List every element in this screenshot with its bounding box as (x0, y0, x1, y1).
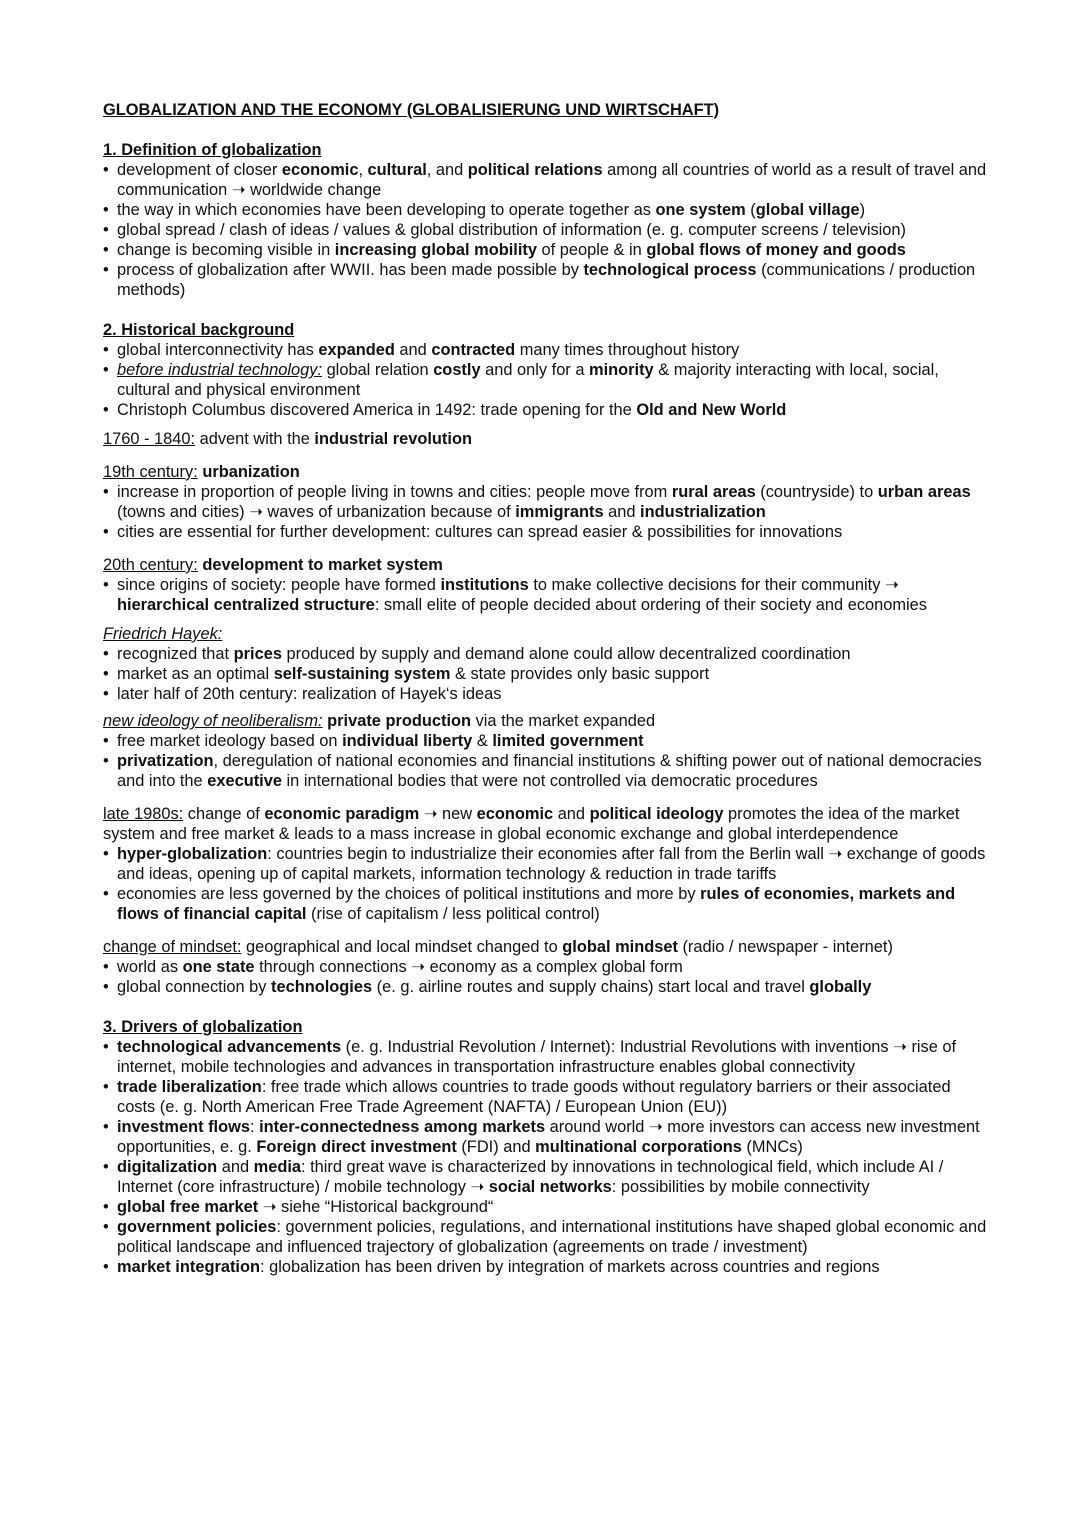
bold-term: market integration (117, 1258, 260, 1276)
bold-term: executive (207, 772, 282, 790)
text-run: cities are essential for further development: cultures can spread easier & possibilities for innovations (117, 523, 843, 541)
spacer (103, 420, 993, 429)
text-run: : countries begin to industrialize their economies after fall from the Berlin wall ➝ exchange of goods and ideas, opening up of capital markets, information technology & reduction in trade tariffs (117, 845, 986, 883)
bold-term: contracted (431, 341, 516, 359)
list-item (103, 1157, 993, 1197)
list-item (103, 684, 993, 704)
bold-term: minority (589, 361, 654, 379)
text-run: among all countries of world as a result of travel and communication ➝ worldwide change (117, 161, 987, 199)
text-run: , (358, 161, 368, 179)
list-item (103, 644, 993, 664)
bold-term: technologies (271, 978, 373, 996)
bold-term: economic paradigm (264, 805, 420, 823)
bold-term: technological process (583, 261, 757, 279)
bold-term: self-sustaining system (273, 665, 451, 683)
text-run: : (249, 1118, 260, 1136)
text-run: change is becoming visible in (117, 241, 335, 259)
bold-term: multinational corporations (535, 1138, 742, 1156)
text-run: (towns and cities) ➝ waves of urbanization because of (117, 503, 516, 521)
section-heading: 1. Definition of globalization (103, 141, 322, 159)
label-text: Friedrich Hayek: (103, 625, 223, 643)
bold-term: investment flows (117, 1118, 250, 1136)
bold-term: global flows of money and goods (646, 241, 906, 259)
list-item (103, 400, 993, 420)
list-item (103, 340, 993, 360)
text-run: & majority interacting with local, social, cultural and physical environment (117, 361, 939, 399)
document-page (103, 100, 993, 1277)
bold-term: trade liberalization (117, 1078, 262, 1096)
list-item (103, 482, 993, 522)
bullet-list (103, 575, 993, 615)
text-run: around world ➝ more investors can access new investment opportunities, e. g. (117, 1118, 980, 1156)
bold-term: economic (281, 161, 359, 179)
list-item (103, 1217, 993, 1257)
text-run: and (217, 1158, 254, 1176)
list-item (103, 731, 993, 751)
text-run: global spread / clash of ideas / values & global distribution of information (e. g. computer screens / television) (117, 221, 906, 239)
list-item (103, 844, 993, 884)
text-run: produced by supply and demand alone could allow decentralized coordination (281, 645, 851, 663)
spacer (103, 791, 993, 804)
spacer (103, 704, 993, 711)
text-run: (e. g. Industrial Revolution / Internet): Industrial Revolutions with inventions ➝ rise of internet, mobile technologies and advances in transportation infrastructure enables global connectivity (117, 1038, 957, 1076)
text-run: global relation (322, 361, 434, 379)
bullet-list (103, 1037, 993, 1277)
text-run: to make collective decisions for their community ➝ (528, 576, 899, 594)
text-run: free market ideology based on (117, 732, 343, 750)
bold-term: urbanization (202, 463, 300, 481)
spacer (103, 542, 993, 555)
label-text: change of mindset: (103, 938, 242, 956)
text-run: advent with the (195, 430, 315, 448)
bold-term: individual liberty (342, 732, 473, 750)
list-item (103, 664, 993, 684)
document-title: GLOBALIZATION AND THE ECONOMY (GLOBALISIERUNG UND WIRTSCHAFT) (103, 101, 720, 119)
bold-term: immigrants (515, 503, 604, 521)
bold-term: political ideology (589, 805, 724, 823)
bold-term: privatization (117, 752, 214, 770)
bullet-list (103, 340, 993, 420)
document-sections (103, 140, 993, 1277)
text-run: geographical and local mindset changed to (241, 938, 563, 956)
bold-term: digitalization (117, 1158, 218, 1176)
bullet-list (103, 160, 993, 300)
list-item (103, 575, 993, 615)
section-spacer (103, 997, 993, 1017)
bold-term: hierarchical centralized structure (117, 596, 375, 614)
list-item (103, 1117, 993, 1157)
text-run: economies are less governed by the choices of political institutions and more by (117, 885, 701, 903)
text-run: (radio / newspaper - internet) (677, 938, 893, 956)
list-item (103, 884, 993, 924)
bullet-list (103, 957, 993, 997)
bold-term: one state (182, 958, 255, 976)
paragraph (103, 462, 993, 482)
bold-term: institutions (440, 576, 529, 594)
text-run: later half of 20th century: realization of Hayek‘s ideas (117, 685, 502, 703)
list-item (103, 160, 993, 200)
label-text: 1760 - 1840: (103, 430, 196, 448)
list-item (103, 220, 993, 240)
text-run: (FDI) and (456, 1138, 536, 1156)
spacer (103, 924, 993, 937)
bold-term: economic (476, 805, 554, 823)
text-run: Christoph Columbus discovered America in 1492: trade opening for the (117, 401, 637, 419)
text-run: : free trade which allows countries to trade goods without regulatory barriers or their associated costs (e. g. North American Free Trade Agreement (NAFTA) / European Union (EU)) (117, 1078, 951, 1116)
list-item (103, 1257, 993, 1277)
text-run: : possibilities by mobile connectivity (611, 1178, 870, 1196)
bold-term: one system (655, 201, 746, 219)
text-run: : globalization has been driven by integration of markets across countries and regions (260, 1258, 880, 1276)
list-item (103, 1197, 993, 1217)
list-item (103, 240, 993, 260)
text-run: (e. g. airline routes and supply chains) start local and travel (372, 978, 810, 996)
bold-term: increasing global mobility (334, 241, 537, 259)
list-item (103, 957, 993, 977)
text-run: (MNCs) (741, 1138, 803, 1156)
bold-term: global mindset (562, 938, 678, 956)
bold-term: prices (233, 645, 282, 663)
paragraph (103, 555, 993, 575)
text-run: (countryside) to (755, 483, 878, 501)
text-run: through connections ➝ economy as a complex global form (254, 958, 683, 976)
text-run: global connection by (117, 978, 271, 996)
bold-term: development to market system (202, 556, 443, 574)
list-item (103, 1077, 993, 1117)
bold-term: costly (433, 361, 481, 379)
bold-term: hyper-globalization (117, 845, 268, 863)
text-run: increase in proportion of people living in towns and cities: people move from (117, 483, 672, 501)
text-run: via the market expanded (471, 712, 656, 730)
label-text: before industrial technology: (117, 361, 323, 379)
text-run: recognized that (117, 645, 234, 663)
bullet-list (103, 482, 993, 542)
bold-term: global free market (117, 1198, 259, 1216)
section-heading: 2. Historical background (103, 321, 295, 339)
text-run: (communications / production methods) (117, 261, 976, 299)
bold-term: limited government (492, 732, 644, 750)
paragraph (103, 804, 993, 844)
bullet-list (103, 644, 993, 704)
bold-term: political relations (467, 161, 603, 179)
text-run: in international bodies that were not controlled via democratic procedures (281, 772, 818, 790)
text-run: development of closer (117, 161, 282, 179)
list-item (103, 751, 993, 791)
text-run: and (553, 805, 590, 823)
text-run: since origins of society: people have formed (117, 576, 441, 594)
list-item (103, 260, 993, 300)
bold-term: global village (755, 201, 860, 219)
label-text: 19th century: (103, 463, 198, 481)
text-run: : government policies, regulations, and international institutions have shaped global economic and political landscape and influenced trajectory of globalization (agreements on trade / investment) (117, 1218, 987, 1256)
bold-term: media (253, 1158, 302, 1176)
text-run: (rise of capitalism / less political control) (306, 905, 600, 923)
text-run: and only for a (480, 361, 589, 379)
bullet-list (103, 844, 993, 924)
bold-term: industrialization (640, 503, 766, 521)
text-run: ) (859, 201, 866, 219)
text-run: & (472, 732, 493, 750)
bold-term: rules of economies, markets and flows of financial capital (117, 885, 956, 923)
list-item (103, 360, 993, 400)
bold-term: private production (327, 712, 472, 730)
text-run: : third great wave is characterized by innovations in technological field, which include AI / Internet (core infrastructure) / mobile technology ➝ (117, 1158, 944, 1196)
list-item (103, 522, 993, 542)
text-run: , and (426, 161, 468, 179)
text-run: global interconnectivity has (117, 341, 319, 359)
text-run: ➝ new (419, 805, 477, 823)
bold-term: inter-connectedness among markets (259, 1118, 546, 1136)
paragraph (103, 711, 993, 731)
list-item (103, 200, 993, 220)
bold-term: government policies (117, 1218, 277, 1236)
bold-term: cultural (367, 161, 427, 179)
bold-term: industrial revolution (314, 430, 472, 448)
text-run: and (394, 341, 432, 359)
bold-term: expanded (318, 341, 395, 359)
bold-term: technological advancements (117, 1038, 342, 1056)
label-text: late 1980s: (103, 805, 184, 823)
list-item (103, 1037, 993, 1077)
text-run: ➝ siehe “Historical background“ (258, 1198, 494, 1216)
text-run: ( (745, 201, 756, 219)
bold-term: urban areas (877, 483, 971, 501)
spacer (103, 449, 993, 462)
text-run: promotes the idea of the market system and free market & leads to a mass increase in global economic exchange and global interdependence (103, 805, 960, 843)
text-run: world as (117, 958, 183, 976)
paragraph (103, 429, 993, 449)
bold-term: rural areas (671, 483, 756, 501)
section-spacer (103, 300, 993, 320)
bold-term: Foreign direct investment (256, 1138, 457, 1156)
text-run: many times throughout history (515, 341, 740, 359)
text-run: , deregulation of national economies and financial institutions & shifting power out of national democracies and into the (117, 752, 982, 790)
label-text: new ideology of neoliberalism: (103, 712, 323, 730)
text-run: of people & in (536, 241, 647, 259)
paragraph (103, 937, 993, 957)
bold-term: social networks (488, 1178, 612, 1196)
text-run: : small elite of people decided about ordering of their society and economies (374, 596, 927, 614)
text-run: the way in which economies have been developing to operate together as (117, 201, 656, 219)
bold-term: Old and New World (636, 401, 787, 419)
bullet-list (103, 731, 993, 791)
text-run: and (603, 503, 641, 521)
list-item (103, 977, 993, 997)
section-heading: 3. Drivers of globalization (103, 1018, 303, 1036)
spacer (103, 615, 993, 624)
bold-term: globally (809, 978, 872, 996)
paragraph (103, 624, 993, 644)
text-run: & state provides only basic support (450, 665, 710, 683)
text-run: process of globalization after WWII. has been made possible by (117, 261, 584, 279)
text-run: change of (183, 805, 265, 823)
label-text: 20th century: (103, 556, 198, 574)
text-run: market as an optimal (117, 665, 274, 683)
